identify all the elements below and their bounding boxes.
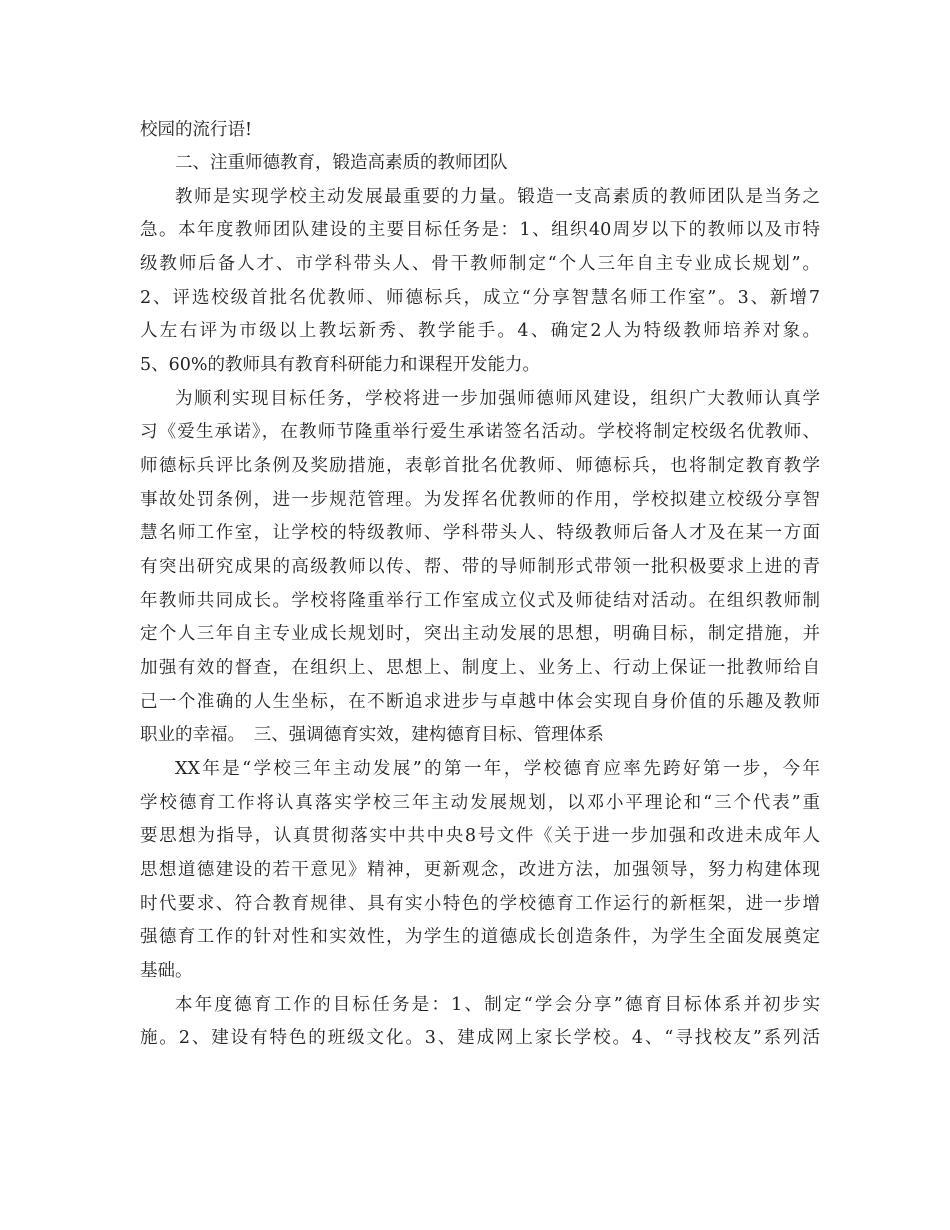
text-line: 习《爱生承诺》，在教师节隆重举行爱生承诺签名活动。学校将制定校级名优教师、 [140,422,820,442]
text-line: 5、60%的教师具有教育科研能力和课程开发能力。 [140,355,541,375]
text-line: 要思想为指导，认真贯彻落实中共中央8号文件《关于进一步加强和改进未成年人 [140,826,820,846]
text-line: 加强有效的督查，在组织上、思想上、制度上、业务上、行动上保证一批教师给自 [140,658,820,678]
text-line: 强德育工作的针对性和实效性，为学生的道德成长创造条件，为学生全面发展奠定 [140,927,820,947]
text-line: 有突出研究成果的高级教师以传、帮、带的导师制形式带领一批积极要求上进的青 [140,557,820,577]
text-line: 事故处罚条例，进一步规范管理。为发挥名优教师的作用，学校拟建立校级分享智 [140,490,820,510]
text-line: 2、评选校级首批名优教师、师德标兵，成立“分享智慧名师工作室”。3、新增7 [140,288,820,308]
text-line: 定个人三年自主专业成长规划时，突出主动发展的思想，明确目标，制定措施，并 [140,624,820,644]
text-line: 施。2、建设有特色的班级文化。3、建成网上家长学校。4、“寻找校友”系列活 [140,1028,820,1048]
text-line: 校园的流行语! [140,120,253,140]
text-line: 思想道德建设的若干意见》精神，更新观念，改进方法，加强领导，努力构建体现 [140,860,820,880]
text-line: 学校德育工作将认真落实学校三年主动发展规划，以邓小平理论和“三个代表”重 [140,793,820,813]
text-line: 己一个准确的人生坐标，在不断追求进步与卓越中体会实现自身价值的乐趣及教师 [140,692,820,712]
text-line: 年教师共同成长。学校将隆重举行工作室成立仪式及师徒结对活动。在组织教师制 [140,591,820,611]
text-line: 教师是实现学校主动发展最重要的力量。锻造一支高素质的教师团队是当务之 [175,187,820,207]
text-line: 人左右评为市级以上教坛新秀、教学能手。4、确定2人为特级教师培养对象。 [140,321,820,341]
text-line: 本年度德育工作的目标任务是：1、制定“学会分享”德育目标体系并初步实 [175,995,820,1015]
text-line: 基础。 [140,961,193,981]
text-line: 时代要求、符合教育规律、具有实小特色的学校德育工作运行的新框架，进一步增 [140,894,820,914]
text-line: 慧名师工作室，让学校的特级教师、学科带头人、特级教师后备人才及在某一方面 [140,523,820,543]
text-line: XX年是“学校三年主动发展”的第一年，学校德育应率先跨好第一步，今年 [175,759,820,779]
section-heading: 二、注重师德教育，锻造高素质的教师团队 [175,153,508,173]
text-line: 级教师后备人才、市学科带头人、骨干教师制定“个人三年自主专业成长规划”。 [140,254,820,274]
text-line: 职业的幸福。 三、强调德育实效，建构德育目标、管理体系 [140,725,604,745]
text-line: 师德标兵评比条例及奖励措施，表彰首批名优教师、师德标兵，也将制定教育教学 [140,456,820,476]
text-line: 急。本年度教师团队建设的主要目标任务是：1、组织40周岁以下的教师以及市特 [140,220,820,240]
text-line: 为顺利实现目标任务，学校将进一步加强师德师风建设，组织广大教师认真学 [175,389,820,409]
